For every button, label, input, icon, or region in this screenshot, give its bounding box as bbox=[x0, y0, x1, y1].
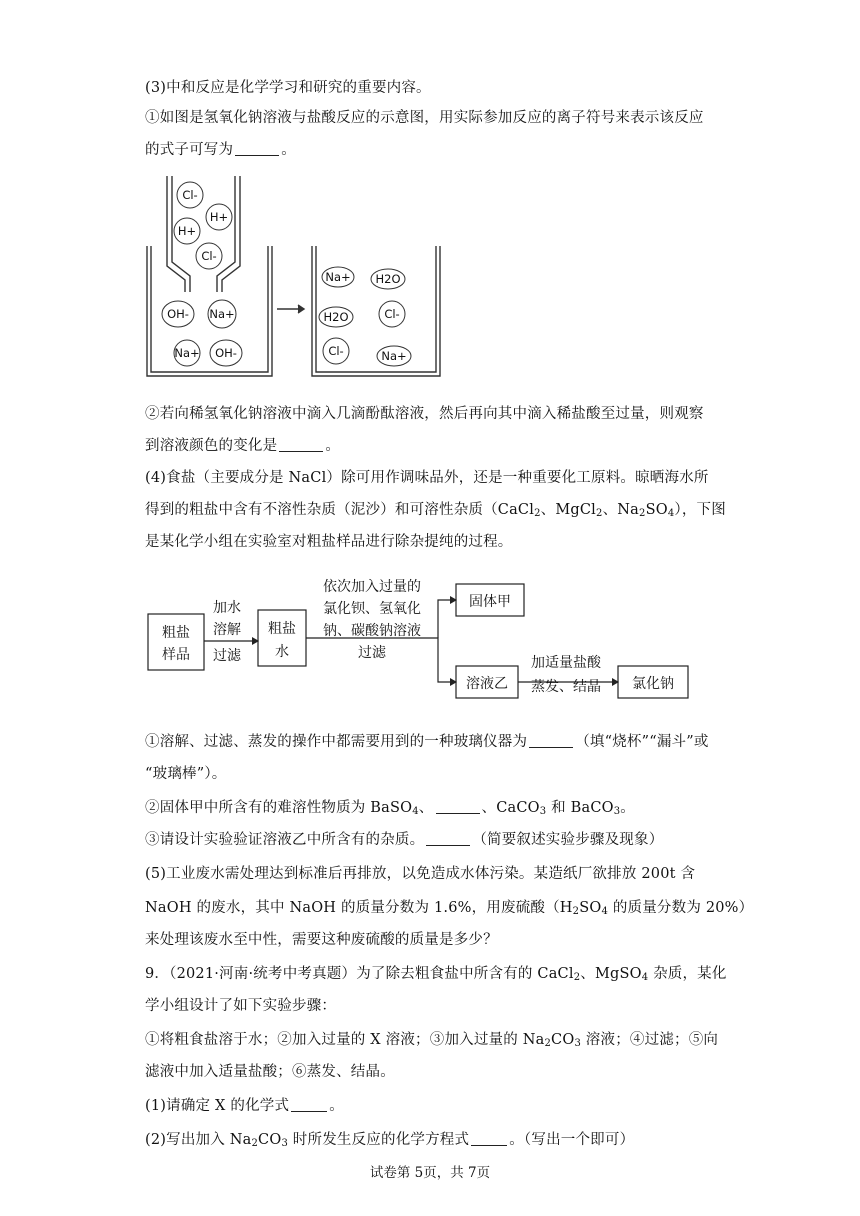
q9-sub2: (2)写出加入 $Na_2CO_3$ 时所发生反应的化学方程式 。（写出一个即可） bbox=[145, 1132, 635, 1149]
flow-box-solid: 固体甲 bbox=[469, 594, 511, 610]
answer-blank[interactable] bbox=[426, 831, 470, 846]
q9-line2: 学小组设计了如下实验步骤： bbox=[145, 998, 337, 1014]
q8-part5-line3: 来处理该废水至中性，需要这种废硫酸的质量是多少？ bbox=[145, 932, 498, 948]
q8-part3-sub1-line1: ①如图是氢氧化钠溶液与盐酸反应的示意图，用实际参加反应的离子符号来表示该反应 bbox=[145, 110, 704, 126]
ion-label: H+ bbox=[209, 210, 229, 224]
flow-step-2b: 氯化钡、氢氧化 bbox=[323, 601, 421, 617]
flow-step-3b: 蒸发、结晶 bbox=[531, 679, 601, 695]
purification-flowchart bbox=[140, 570, 710, 710]
q8-part4-sub1-line1: ①溶解、过滤、蒸发的操作中都需要用到的一种玻璃仪器为 （填“烧杯”“漏斗”或 bbox=[145, 734, 709, 750]
q8-part3-sub2-line2: 到溶液颜色的变化是 。 bbox=[145, 438, 341, 454]
page-footer: 试卷第 5页，共 7页 bbox=[369, 1165, 491, 1181]
flow-step-3: 加适量盐酸 bbox=[531, 655, 601, 671]
ion-label: Na+ bbox=[381, 349, 407, 363]
q8-part3-sub1-line2: 的式子可写为 。 bbox=[145, 142, 296, 158]
neutralization-diagram bbox=[142, 176, 442, 382]
q8-part4-sub3: ③请设计实验验证溶液乙中所含有的杂质。 （简要叙述实验步骤及现象） bbox=[145, 832, 664, 848]
q9-line1: 9．（2021·河南·统考中考真题）为了除去粗食盐中所含有的 CaCl$_2$、MgSO$_4$ 杂质，某化 bbox=[145, 966, 727, 983]
answer-blank[interactable] bbox=[279, 437, 323, 452]
q8-part4-line1: (4)食盐（主要成分是 NaCl）除可用作调味品外，还是一种重要化工原料。晾晒海水所 bbox=[145, 470, 709, 486]
flow-step-2c: 钠、碳酸钠溶液 bbox=[323, 623, 421, 639]
ion-label: Cl- bbox=[182, 188, 198, 202]
flow-box-brine-2: 水 bbox=[275, 644, 289, 660]
q9-line4: 滤液中加入适量盐酸；⑥蒸发、结晶。 bbox=[145, 1064, 395, 1080]
ion-label: H2O bbox=[375, 272, 401, 286]
answer-blank[interactable] bbox=[235, 141, 279, 156]
q8-part4-sub1-line2: “玻璃棒”）。 bbox=[145, 766, 227, 782]
ion-label: OH- bbox=[215, 346, 237, 360]
q8-part4-sub2: ②固体甲中所含有的难溶性物质为 BaSO$_4$、 、CaCO$_3$ 和 BaCO$_3$。 bbox=[145, 800, 635, 817]
flow-box-product: 氯化钠 bbox=[632, 676, 674, 692]
ion-label: Cl- bbox=[328, 344, 344, 358]
answer-blank[interactable] bbox=[529, 733, 573, 748]
ion-label: Na+ bbox=[325, 270, 351, 284]
ion-label: OH- bbox=[167, 307, 189, 321]
flow-box-solution: 溶液乙 bbox=[466, 676, 508, 692]
q8-part5-line1: (5)工业废水需处理达到标准后再排放，以免造成水体污染。某造纸厂欲排放 200t 含 bbox=[145, 866, 696, 882]
q8-part4-line3: 是某化学小组在实验室对粗盐样品进行除杂提纯的过程。 bbox=[145, 534, 513, 550]
flow-step-1c: 过滤 bbox=[213, 648, 241, 664]
flow-step-2d: 过滤 bbox=[358, 645, 386, 661]
ion-label: Na+ bbox=[209, 307, 235, 321]
q9-line3: ①将粗食盐溶于水；②加入过量的 X 溶液；③加入过量的 $Na_2CO_3$ 溶液；④过滤；⑤向 bbox=[145, 1032, 719, 1049]
flow-step-1b: 溶解 bbox=[213, 622, 241, 638]
answer-blank[interactable] bbox=[436, 799, 480, 814]
q8-part5-line2: NaOH 的废水，其中 NaOH 的质量分数为 1.6%，用废硫酸（$H_2SO_4$ 的质量分数为 20%） bbox=[145, 900, 754, 917]
ion-label: Cl- bbox=[201, 249, 217, 263]
answer-blank[interactable] bbox=[471, 1131, 507, 1146]
flow-step-1: 加水 bbox=[213, 600, 241, 616]
answer-blank[interactable] bbox=[291, 1097, 327, 1112]
ion-label: Cl- bbox=[384, 307, 400, 321]
q8-part4-line2: 得到的粗盐中含有不溶性杂质（泥沙）和可溶性杂质（CaCl$_2$、MgCl$_2$、$Na_2SO_4$），下图 bbox=[145, 502, 726, 519]
ion-label: Na+ bbox=[174, 346, 200, 360]
ion-label: H+ bbox=[177, 224, 197, 238]
q9-sub1: (1)请确定 X 的化学式 。 bbox=[145, 1098, 344, 1114]
flow-box-brine: 粗盐 bbox=[268, 621, 296, 637]
q8-part3-intro: (3)中和反应是化学学习和研究的重要内容。 bbox=[145, 80, 431, 96]
ion-label: H2O bbox=[323, 310, 349, 324]
q8-part3-sub2-line1: ②若向稀氢氧化钠溶液中滴入几滴酚酞溶液，然后再向其中滴入稀盐酸至过量，则观察 bbox=[145, 406, 704, 422]
flow-box-crude-salt: 粗盐 bbox=[162, 625, 190, 641]
flow-box-crude-salt-2: 样品 bbox=[162, 647, 190, 663]
flow-step-2: 依次加入过量的 bbox=[323, 579, 421, 595]
